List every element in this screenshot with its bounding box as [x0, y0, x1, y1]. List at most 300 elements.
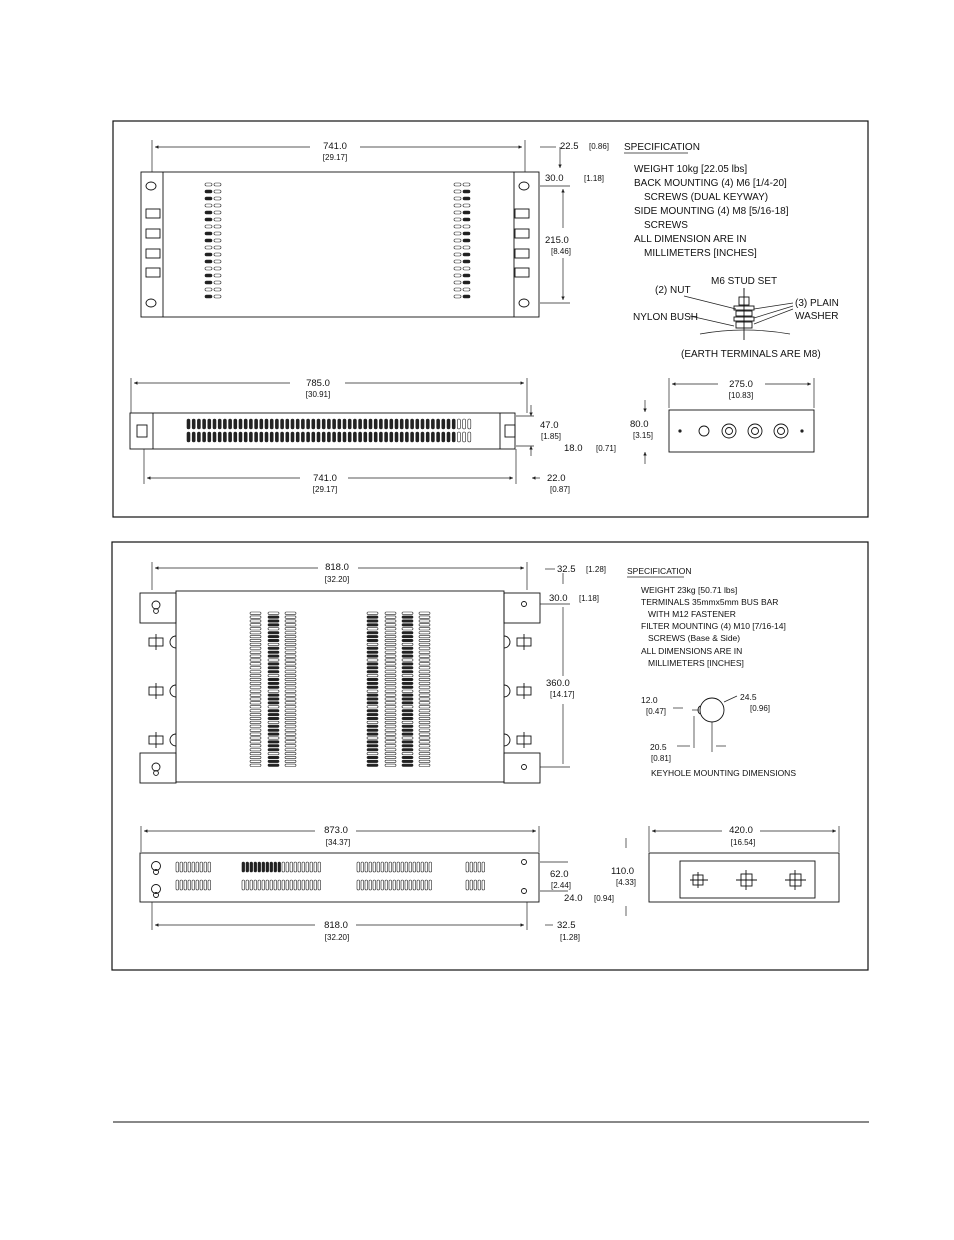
vent-slot [239, 419, 242, 429]
vent-slot [385, 880, 388, 890]
vent-slot [397, 880, 400, 890]
vent-slot [429, 880, 432, 890]
vent-slot [204, 862, 207, 872]
vent-slot [268, 620, 279, 622]
vent-slot [419, 752, 430, 754]
dim-end-height-inch: [3.15] [633, 431, 654, 440]
vent-slot [381, 880, 384, 890]
vent-slot [463, 274, 470, 277]
dim-side-height: 62.0 [550, 869, 569, 880]
vent-slot [285, 682, 296, 684]
vent-slot [250, 702, 261, 704]
vent-slot [364, 419, 367, 429]
vent-slot [250, 632, 261, 634]
vent-slot [285, 628, 296, 630]
vent-slot [268, 737, 279, 739]
vent-slot [262, 862, 265, 872]
vent-slot [290, 862, 293, 872]
vent-slot [419, 725, 430, 727]
dim-flange: 18.0 [564, 443, 583, 454]
vent-slot [353, 432, 356, 442]
vent-slot [402, 639, 413, 641]
vent-slot [214, 246, 221, 249]
vent-slot [463, 419, 466, 429]
vent-slot [402, 710, 413, 712]
vent-slot [192, 862, 195, 872]
mounting-hole [146, 182, 156, 190]
dim-bottom-width-inch: [29.17] [312, 485, 338, 494]
vent-slot [402, 721, 413, 723]
vent-slot [213, 419, 216, 429]
svg-text:[0.81]: [0.81] [651, 754, 672, 763]
vent-slot [419, 764, 430, 766]
vent-slot [298, 880, 301, 890]
vent-slot [367, 647, 378, 649]
vent-slot [268, 690, 279, 692]
vent-slot [457, 419, 460, 429]
vent-slot [250, 694, 261, 696]
vent-slot [367, 702, 378, 704]
vent-slot [402, 760, 413, 762]
terminal-block-left [146, 209, 160, 277]
vent-slot [419, 655, 430, 657]
vent-slot [463, 432, 466, 442]
vent-slot [262, 880, 265, 890]
vent-slot [242, 862, 245, 872]
vent-slot [385, 624, 396, 626]
vent-slot [260, 432, 263, 442]
vent-slot [402, 729, 413, 731]
vent-slot [416, 432, 419, 442]
vent-slot [367, 749, 378, 751]
vent-slot [250, 635, 261, 637]
mounting-hole [146, 299, 156, 307]
vent-slot [367, 741, 378, 743]
vent-slot [373, 862, 376, 872]
vent-slot [367, 655, 378, 657]
vent-slot [196, 880, 199, 890]
vent-slot [285, 690, 296, 692]
vent-slot [367, 620, 378, 622]
dim-end-width-inch: [10.83] [728, 391, 754, 400]
vent-slot [268, 612, 279, 614]
vent-slot [457, 432, 460, 442]
vent-slot [402, 764, 413, 766]
svg-text:WASHER: WASHER [795, 311, 839, 322]
vent-slot [359, 432, 362, 442]
vent-slot [402, 706, 413, 708]
vent-slot [402, 674, 413, 676]
vent-slot [188, 862, 191, 872]
vent-slot [249, 419, 252, 429]
vent-slot [285, 725, 296, 727]
spec-title: SPECIFICATION [627, 566, 692, 576]
dim-width-inch: [32.20] [324, 575, 350, 584]
vent-slot [291, 432, 294, 442]
vent-slot [205, 211, 212, 214]
vent-slot [250, 674, 261, 676]
vent-slot [447, 419, 450, 429]
vent-slot [250, 725, 261, 727]
vent-slot [250, 721, 261, 723]
vent-slot [419, 710, 430, 712]
vent-slot [390, 432, 393, 442]
vent-slot [223, 419, 226, 429]
vent-slot [402, 737, 413, 739]
vent-slot [268, 741, 279, 743]
vent-slot [419, 632, 430, 634]
vent-slot [268, 659, 279, 661]
vent-slot [385, 616, 396, 618]
vent-slot [419, 729, 430, 731]
vent-slot [286, 432, 289, 442]
filter1-top-view [141, 172, 539, 317]
vent-slot [357, 862, 360, 872]
stud-set-diagram [633, 276, 839, 360]
dim-depth: 110.0 [611, 866, 635, 877]
vent-slot [389, 880, 392, 890]
dim-height: 360.0 [546, 678, 570, 689]
vent-slot [419, 713, 430, 715]
vent-slot [250, 717, 261, 719]
vent-slot [205, 281, 212, 284]
vent-slot [200, 880, 203, 890]
vent-slot [268, 702, 279, 704]
vent-slot [419, 635, 430, 637]
vent-slot [385, 694, 396, 696]
vent-slot [419, 706, 430, 708]
vent-slot [327, 432, 330, 442]
dim-flange-inch: [0.94] [594, 894, 615, 903]
vent-slot [419, 624, 430, 626]
vent-slot [258, 862, 261, 872]
vent-slot [285, 663, 296, 665]
vent-slot [278, 862, 281, 872]
dim-side-length-inch: [30.91] [305, 390, 331, 399]
vent-slot [385, 733, 396, 735]
vent-slot [270, 432, 273, 442]
filter2-drawing [112, 542, 868, 970]
vent-slot [402, 686, 413, 688]
vent-slot [250, 659, 261, 661]
vent-slot [426, 432, 429, 442]
vent-slot [244, 419, 247, 429]
vent-slot [250, 624, 261, 626]
vent-slot [463, 197, 470, 200]
vent-slot [250, 620, 261, 622]
vent-slot [431, 432, 434, 442]
vent-slot [285, 655, 296, 657]
vent-slot [454, 267, 461, 270]
vent-slot [402, 655, 413, 657]
vent-slot [285, 635, 296, 637]
vent-slot [385, 659, 396, 661]
dim-end-width: 420.0 [729, 825, 753, 836]
vent-slot [463, 225, 470, 228]
vent-slot [234, 419, 237, 429]
vent-slot [268, 667, 279, 669]
spec-line: ALL DIMENSIONS ARE IN [641, 646, 743, 656]
vent-slot [285, 749, 296, 751]
vent-slot [310, 862, 313, 872]
vent-slot [250, 764, 261, 766]
vent-slot [437, 419, 440, 429]
vent-slot [385, 862, 388, 872]
svg-text:[0.96]: [0.96] [750, 704, 771, 713]
vent-slot [454, 183, 461, 186]
vent-slot [353, 419, 356, 429]
vent-slot [242, 880, 245, 890]
vent-slot [285, 760, 296, 762]
vent-slot [285, 717, 296, 719]
vent-slot [447, 432, 450, 442]
vent-slot [294, 880, 297, 890]
bus-bar-terminals-right [504, 634, 531, 748]
vent-slot [367, 706, 378, 708]
spec-line: TERMINALS 35mmx5mm BUS BAR [641, 597, 779, 607]
vent-slot [395, 419, 398, 429]
vent-slot [250, 733, 261, 735]
vent-slot [285, 702, 296, 704]
vent-slot [454, 204, 461, 207]
vent-slot [317, 419, 320, 429]
vent-slot [268, 717, 279, 719]
vent-slot [214, 295, 221, 298]
vent-slot [214, 274, 221, 277]
vent-slot [200, 862, 203, 872]
vent-slot [421, 432, 424, 442]
vent-slot [268, 624, 279, 626]
vent-slot [402, 702, 413, 704]
svg-text:24.5: 24.5 [740, 692, 757, 702]
vent-slot [385, 756, 396, 758]
vent-slot [463, 281, 470, 284]
vent-slot [285, 674, 296, 676]
vent-slot [419, 659, 430, 661]
vent-slot [268, 616, 279, 618]
vent-slot [205, 190, 212, 193]
vent-slot [214, 218, 221, 221]
spec-title: SPECIFICATION [624, 142, 700, 153]
vent-slot [250, 706, 261, 708]
vent-slot [463, 253, 470, 256]
vent-slot [385, 749, 396, 751]
vent-slot [214, 239, 221, 242]
vent-slot [214, 260, 221, 263]
vent-slot [197, 432, 200, 442]
vent-slot [343, 419, 346, 429]
vent-slot [402, 690, 413, 692]
vent-slot [184, 880, 187, 890]
vent-slot [463, 218, 470, 221]
vent-slot [454, 288, 461, 291]
vent-slot [400, 419, 403, 429]
vent-slot [364, 432, 367, 442]
vent-slot [285, 686, 296, 688]
vent-slot [385, 671, 396, 673]
filter1-side-view [130, 413, 515, 449]
vent-slot [275, 432, 278, 442]
vent-slot [246, 862, 249, 872]
vent-slot [367, 671, 378, 673]
dim-edge-offset: 32.5 [557, 564, 576, 575]
vent-slot [367, 690, 378, 692]
vent-slot [401, 880, 404, 890]
vent-slot [419, 686, 430, 688]
vent-slot [285, 713, 296, 715]
vent-slot [385, 729, 396, 731]
vent-slot [214, 183, 221, 186]
spec-line: WEIGHT 23kg [50.71 lbs] [641, 585, 738, 595]
vent-slot [402, 651, 413, 653]
vent-slot [285, 721, 296, 723]
vent-slot [482, 862, 485, 872]
vent-slot [205, 288, 212, 291]
vent-slot [268, 663, 279, 665]
vent-slot [285, 647, 296, 649]
vent-slot [402, 659, 413, 661]
svg-text:12.0: 12.0 [641, 695, 658, 705]
keyhole-diagram [641, 692, 796, 778]
vent-slot [250, 663, 261, 665]
vent-slot [385, 655, 396, 657]
vent-slot [411, 419, 414, 429]
vent-slot [208, 432, 211, 442]
vent-slot [417, 880, 420, 890]
vent-slot [268, 756, 279, 758]
vent-slot [214, 267, 221, 270]
vent-slot [367, 674, 378, 676]
vent-slot [454, 211, 461, 214]
vent-slot [250, 760, 261, 762]
spec-line: FILTER MOUNTING (4) M10 [7/16-14] [641, 621, 786, 631]
vent-slot [385, 643, 396, 645]
vent-slot [285, 667, 296, 669]
vent-slot [250, 880, 253, 890]
vent-slot [402, 745, 413, 747]
vent-slot [367, 628, 378, 630]
vent-slot [290, 880, 293, 890]
dim-bottom-width: 818.0 [324, 920, 348, 931]
vent-slot [367, 667, 378, 669]
vent-slot [463, 190, 470, 193]
vent-slot [214, 211, 221, 214]
vent-slot [250, 741, 261, 743]
vent-slot [296, 432, 299, 442]
vent-slot [268, 682, 279, 684]
vent-slot [285, 737, 296, 739]
dim-side-length: 873.0 [324, 825, 348, 836]
filter2-end-view [649, 853, 839, 902]
spec-line: SCREWS [644, 220, 688, 231]
vent-slot [385, 698, 396, 700]
vent-slot [466, 862, 469, 872]
vent-slot [285, 694, 296, 696]
vent-slot [307, 432, 310, 442]
vent-slot [268, 694, 279, 696]
spec-line: SCREWS (DUAL KEYWAY) [644, 192, 769, 203]
vent-slot [266, 862, 269, 872]
vent-slot [265, 432, 268, 442]
vent-slot [426, 419, 429, 429]
vent-slot [214, 204, 221, 207]
vent-slot [402, 752, 413, 754]
vent-slot [285, 764, 296, 766]
vent-slot [402, 632, 413, 634]
vent-slot [246, 880, 249, 890]
vent-slot [454, 190, 461, 193]
vent-slot [367, 698, 378, 700]
vent-slot [413, 862, 416, 872]
vent-slot [419, 694, 430, 696]
vent-slot [361, 880, 364, 890]
vent-slot [402, 698, 413, 700]
vent-slot [482, 880, 485, 890]
vent-slot [385, 432, 388, 442]
vent-slot [359, 419, 362, 429]
mounting-hole [519, 299, 529, 307]
vent-slot [367, 624, 378, 626]
vent-slot [385, 628, 396, 630]
vent-slot [223, 432, 226, 442]
vent-slot [385, 663, 396, 665]
vent-slot [463, 260, 470, 263]
vent-slot [281, 419, 284, 429]
vent-slot [268, 643, 279, 645]
vent-slot [285, 624, 296, 626]
vent-slot [463, 295, 470, 298]
dim-side-height-inch: [1.85] [541, 432, 562, 441]
vent-slot [268, 647, 279, 649]
vent-slot [402, 643, 413, 645]
mounting-hole [519, 182, 529, 190]
vent-slot [454, 218, 461, 221]
vent-slot [250, 745, 261, 747]
vent-slot [196, 862, 199, 872]
vent-slot [301, 419, 304, 429]
vent-slot [357, 880, 360, 890]
vent-slot [367, 756, 378, 758]
vent-slot [205, 225, 212, 228]
vent-slot [268, 710, 279, 712]
vent-slot [208, 862, 211, 872]
vent-slot [268, 686, 279, 688]
vent-slot [385, 635, 396, 637]
dim-end-width: 275.0 [729, 379, 753, 390]
vent-slot [296, 419, 299, 429]
vent-slot [268, 729, 279, 731]
vent-slot [270, 419, 273, 429]
vent-slot [322, 432, 325, 442]
vent-slot [405, 432, 408, 442]
vent-slot [249, 432, 252, 442]
vent-slot [419, 756, 430, 758]
vent-slot [180, 862, 183, 872]
vent-slot [419, 733, 430, 735]
vent-slot [385, 667, 396, 669]
vent-slot [367, 678, 378, 680]
vent-slot [409, 880, 412, 890]
vent-slot [268, 639, 279, 641]
vent-slot [254, 862, 257, 872]
vent-slot [454, 295, 461, 298]
vent-slot [419, 674, 430, 676]
vent-slot [229, 432, 232, 442]
vent-slot [425, 862, 428, 872]
vent-slot [402, 717, 413, 719]
vent-slot [205, 295, 212, 298]
vent-slot [385, 713, 396, 715]
